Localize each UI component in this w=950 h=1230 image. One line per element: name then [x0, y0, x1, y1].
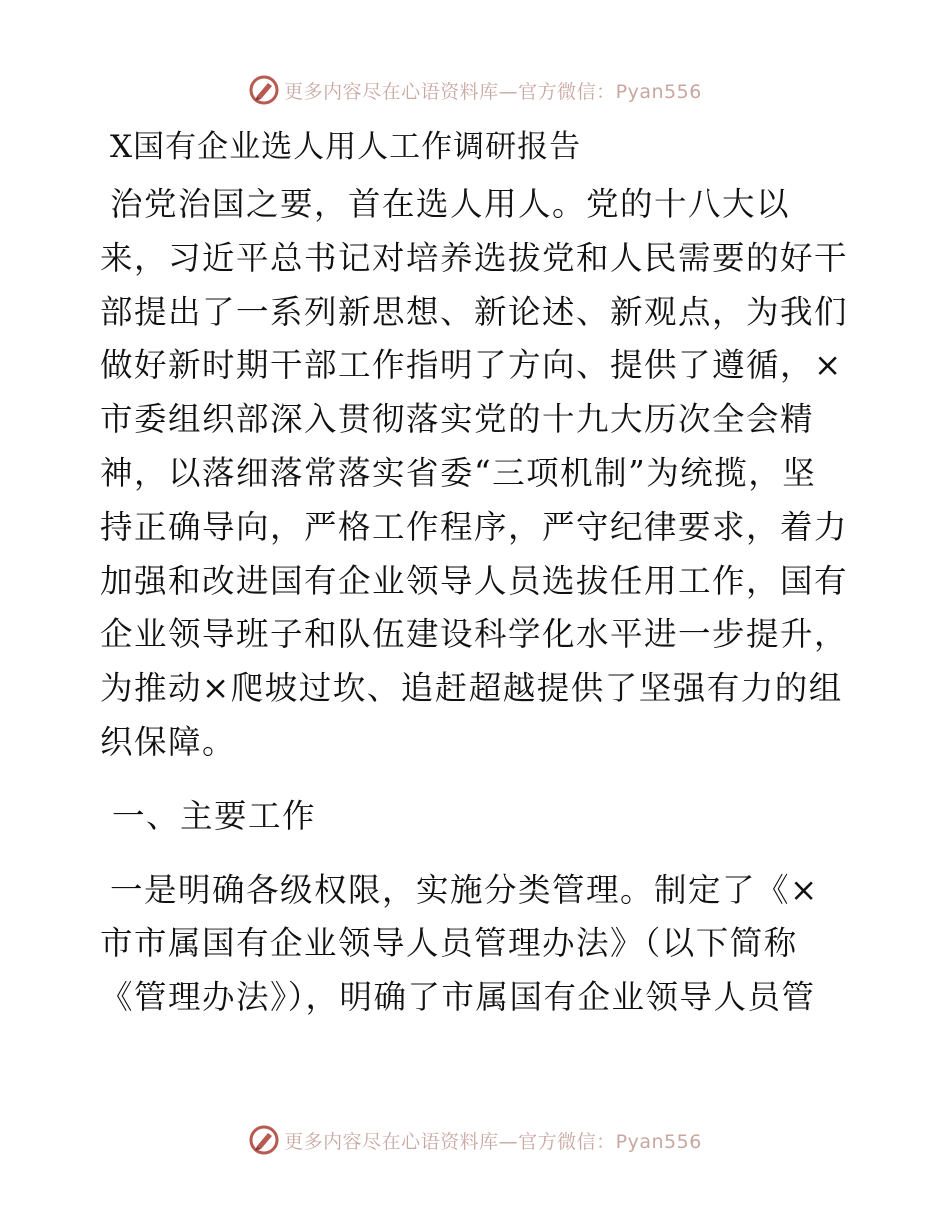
paragraph-line: 治党治国之要，首在选人用人。党的十八大以: [110, 185, 791, 223]
pen-logo-icon: [248, 1124, 280, 1156]
paragraph-line: 来，习近平总书记对培养选拔党和人民需要的好干: [100, 238, 849, 277]
paragraph-line: 企业领导班子和队伍建设科学化水平进一步提升，: [100, 615, 849, 654]
paragraph-line: 神，以落细落常落实省委“三项机制”为统揽，坚: [100, 453, 817, 492]
watermark-banner-bottom: [0, 1120, 950, 1160]
paragraph-line: 加强和改进国有企业领导人员选拔任用工作，国有: [100, 561, 849, 600]
paragraph-line: 做好新时期干部工作指明了方向、提供了遵循，×: [100, 346, 843, 385]
paragraph-line: 持正确导向，严格工作程序，严守纪律要求，着力: [100, 507, 849, 546]
section-heading: 一、主要工作: [112, 796, 317, 835]
paragraph-line: 部提出了一系列新思想、新论述、新观点，为我们: [100, 292, 849, 331]
paragraph-line: 为推动×爬坡过坎、追赶超越提供了坚强有力的组: [100, 669, 843, 708]
pen-logo-icon: [248, 74, 280, 106]
watermark-text: 更多内容尽在心语资料库—官方微信：Pyan556: [284, 80, 702, 103]
watermark-banner-top: [0, 70, 950, 110]
document-title: X国有企业选人用人工作调研报告: [110, 129, 582, 165]
paragraph-line: 一是明确各级权限，实施分类管理。制定了《×: [110, 870, 819, 909]
intro-paragraph: [100, 178, 860, 770]
paragraph-line: 《管理办法》），明确了市属国有企业领导人员管: [100, 978, 816, 1017]
section-paragraph: [100, 864, 860, 1025]
paragraph-line: 市委组织部深入贯彻落实党的十九大历次全会精: [100, 400, 815, 439]
paragraph-line: 市市属国有企业领导人员管理办法》（以下简称: [100, 924, 798, 963]
document-body: [100, 122, 860, 1025]
watermark-text: 更多内容尽在心语资料库—官方微信：Pyan556: [284, 1130, 702, 1153]
paragraph-line: 织保障。: [100, 722, 237, 761]
